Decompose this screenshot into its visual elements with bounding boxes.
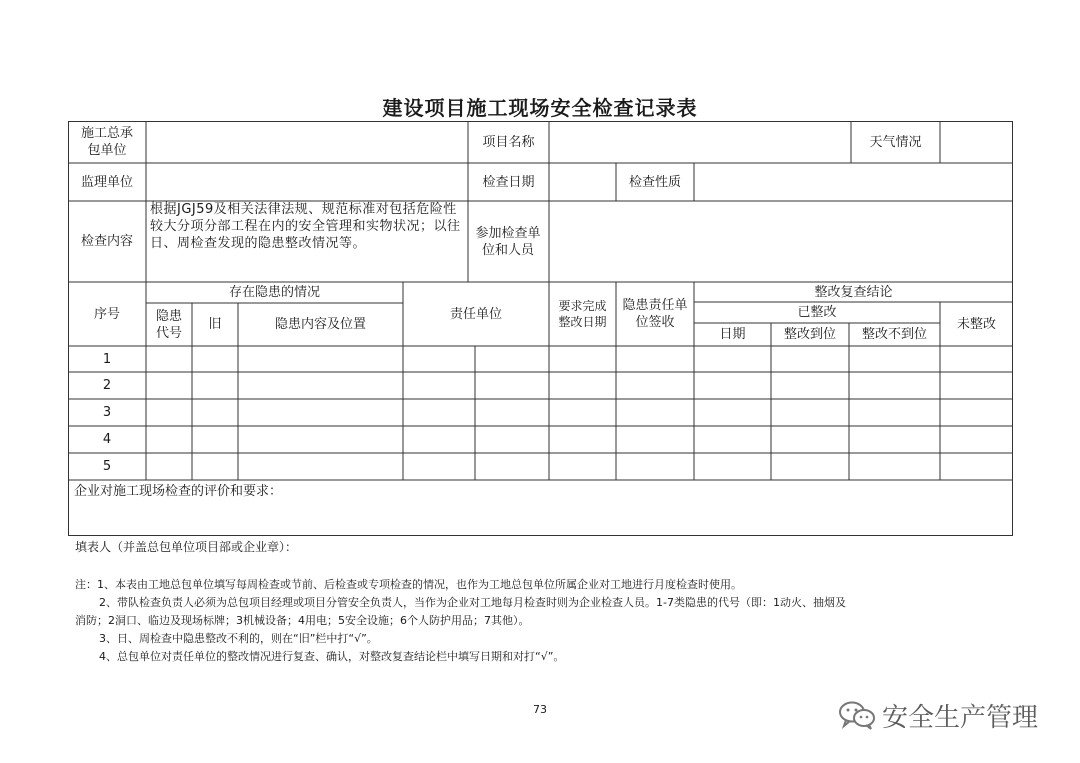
table-row-number: 1 [102, 351, 112, 367]
review-header: 整改复查结论 [814, 284, 893, 300]
check-nature-label: 检查性质 [628, 174, 681, 190]
page-number: 73 [533, 703, 547, 716]
project-name-label: 项目名称 [482, 134, 535, 150]
form-title: 建设项目施工现场安全检查记录表 [382, 96, 698, 120]
sign-header: 隐患责任单位签收 [622, 298, 688, 330]
date-header: 日期 [719, 327, 746, 342]
rectified-header: 已整改 [797, 305, 837, 320]
done-header: 整改到位 [783, 327, 836, 342]
supervisor-field[interactable] [146, 163, 468, 201]
note-line: 3、日、周检查中隐患整改不利的，则在“旧”栏中打“√”。 [99, 632, 378, 645]
check-date-field[interactable] [549, 163, 616, 201]
note-line: 4、总包单位对责任单位的整改情况进行复查、确认，对整改复查结论栏中填写日期和对打“√”。 [99, 650, 565, 663]
note-line: 注：1、本表由工地总包单位填写每周检查或节前、后检查或专项检查的情况，也作为工地总包单位所属企业对工地进行月度检查时使用。 [75, 578, 742, 591]
unrectified-header: 未整改 [956, 316, 996, 332]
contractor-label: 施工总承包单位 [80, 126, 133, 158]
not-done-header: 整改不到位 [861, 327, 927, 342]
watermark [838, 698, 1038, 732]
contractor-field[interactable] [146, 121, 468, 163]
project-name-field[interactable] [549, 121, 851, 163]
filler-label: 填表人（并盖总包单位项目部或企业章）： [75, 540, 298, 554]
table-row-number: 5 [102, 459, 112, 474]
participants-label: 参加检查单位和人员 [475, 225, 541, 258]
notes-section [75, 576, 1025, 666]
check-content-label: 检查内容 [80, 234, 133, 249]
inspection-form-table [68, 121, 1013, 536]
table-row-number: 2 [102, 378, 112, 393]
check-content-text: 根据JGJ59及相关法律法规、规范标准对包括危险性较大分项分部工程在内的安全管理和实物状况；以往日、周检查发现的隐患整改情况等。 [150, 202, 461, 251]
check-date-label: 检查日期 [482, 174, 535, 190]
table-row-number: 3 [102, 405, 112, 420]
seq-header: 序号 [93, 306, 120, 322]
hazard-content-header: 隐患内容及位置 [274, 317, 366, 332]
watermark-text: 安全生产管理 [882, 702, 1039, 733]
weather-label: 天气情况 [869, 134, 922, 150]
hazard-code-header: 隐患代号 [155, 308, 182, 341]
note-line: 2、带队检查负责人必须为总包项目经理或项目分管安全负责人，当作为企业对工地每月检查时则为企业检查人员。1-7类隐患的代号（即：1动火、抽烟及 [99, 596, 846, 609]
weather-field[interactable] [940, 121, 1013, 163]
wechat-icon [838, 700, 876, 730]
note-line: 消防；2洞口、临边及现场标牌；3机械设备；4用电；5安全设施；6个人防护用品；7其他）。 [75, 614, 530, 627]
old-header: 旧 [208, 317, 222, 332]
hazard-group-header: 存在隐患的情况 [228, 285, 320, 300]
responsible-unit-header: 责任单位 [449, 306, 502, 322]
table-row-number: 4 [102, 432, 112, 447]
participants-field[interactable] [549, 201, 1013, 282]
check-nature-field[interactable] [694, 163, 1013, 201]
evaluation-label: 企业对施工现场检查的评价和要求： [74, 484, 283, 499]
supervisor-label: 监理单位 [80, 174, 133, 190]
deadline-header: 要求完成整改日期 [558, 299, 607, 329]
